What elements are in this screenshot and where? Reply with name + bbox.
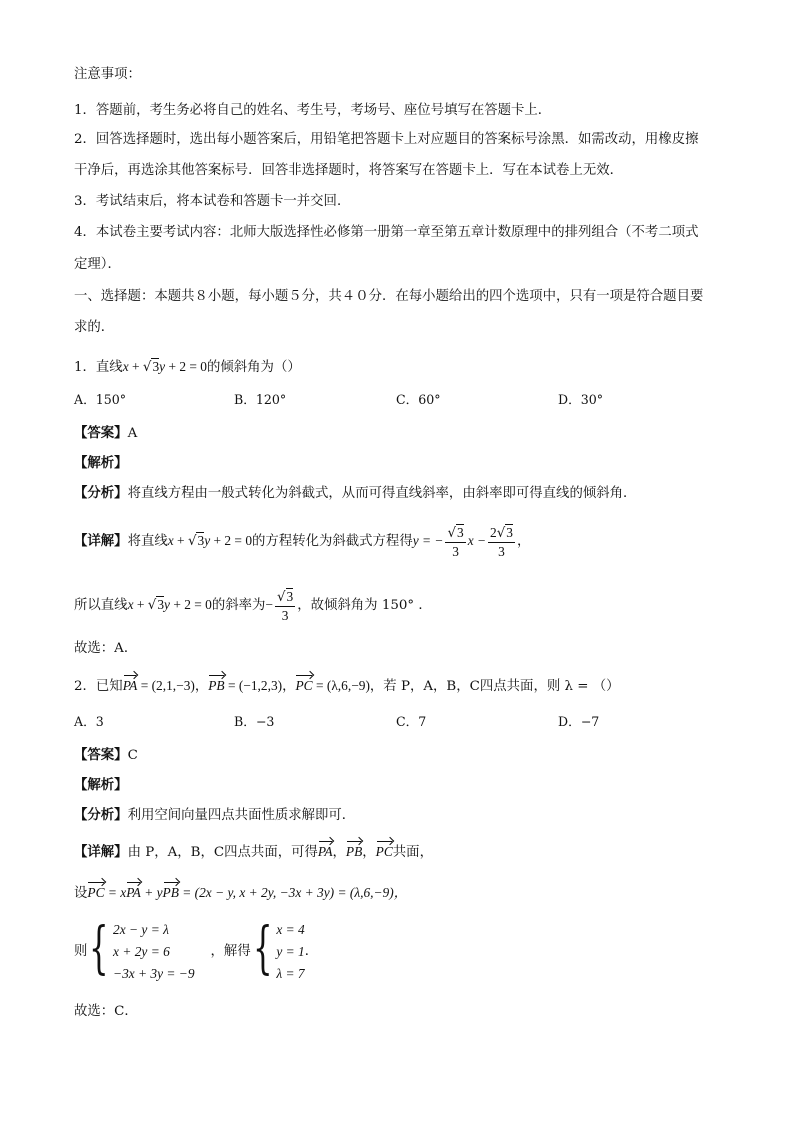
q1-eq-y: y [159, 359, 166, 374]
brace-symbol: { [89, 915, 110, 981]
q2-option-c: C．7 [396, 714, 427, 729]
answer-label: 【答案】 [74, 425, 128, 441]
q2-analysis [74, 776, 128, 795]
q1-analysis [74, 454, 128, 473]
q1-eq-plus: + [128, 359, 143, 374]
q1-detail-eq-plus: + [173, 533, 188, 548]
notice-item-3: 3．考试结束后，将本试卷和答题卡一并交回． [74, 194, 351, 209]
q1-stem-pre: 直线 [95, 360, 123, 375]
q2-fenxi [74, 806, 355, 825]
q2-answer [74, 746, 138, 765]
q2-sys2-row-3: λ = 7 [276, 965, 305, 981]
q1-slope-num: 3 [286, 588, 294, 604]
q1-slope-den: 3 [281, 607, 289, 623]
q1-slope-eq-plus: + [133, 597, 148, 612]
q1-slope-mid: 的斜率为 [211, 598, 266, 613]
notice-item-2a: 2．回答选择题时，选出每小题答案后，用铅笔把答题卡上对应题目的答案标号涂黑．如需改动，用橡皮擦 [74, 132, 699, 147]
q2-sep-2: ， [282, 679, 296, 694]
q2-sys1-row-3: −3x + 3y = −9 [113, 965, 195, 981]
q2-set-eq: = x [104, 885, 127, 900]
q1-answer-value: A [127, 426, 138, 441]
q2-sep-1: ， [194, 679, 209, 694]
q1-eq-x: x [122, 359, 129, 374]
q2-system-1 [87, 915, 195, 985]
notice-heading: 注意事项： [74, 67, 141, 82]
q1-detail-eq-sqrt: 3 [197, 533, 205, 548]
q1-option-d: D．30° [558, 392, 604, 407]
vector-pc: PC [375, 844, 393, 859]
section-heading-2: 求的． [74, 320, 115, 335]
q1-fenxi-text: 将直线方程由一般式转化为斜截式，从而可得直线斜率，由斜率即可得直线的倾斜角． [127, 486, 637, 501]
q2-detail-sep-1: ， [332, 845, 346, 860]
q1-slope-eq-sqrt: 3 [157, 597, 165, 612]
q1-eq-sqrt: 3 [152, 359, 160, 374]
q1-detail-eq-x: x [167, 533, 174, 548]
q2-sys2-row-1: x = 4 [276, 921, 305, 937]
q1-detail-mid: 的方程转化为斜截式方程得 [252, 534, 413, 549]
q2-option-a: A．3 [74, 714, 104, 729]
q2-detail-pre: 由 P，A，B，C四点共面，可得 [127, 845, 318, 860]
q1-eq-rest: + 2 = 0 [165, 359, 207, 374]
q1-detail-pre: 将直线 [127, 534, 168, 549]
q2-sys2-row-2: y = 1 [276, 943, 305, 959]
notice-item-4b: 定理）． [74, 257, 121, 272]
q1-f2-den: 3 [498, 543, 505, 559]
q1-option-c: C．60° [396, 392, 441, 407]
q1-detail-eq-y: y [204, 533, 211, 548]
notice-item-2b: 干净后，再选涂其他答案标号．回答非选择题时，将答案写在答题卡上．写在本试卷上无效． [74, 163, 624, 178]
q1-f2-num: 3 [506, 524, 513, 540]
q1-fenxi [74, 484, 636, 503]
q1-slope [74, 586, 432, 625]
vector-pc: PC [87, 885, 105, 900]
q2-pc-val: = (λ,6,−9) [312, 678, 370, 693]
q1-slope-eq-rest: + 2 = 0 [169, 597, 212, 612]
q2-solve: ，解得 [210, 944, 251, 959]
q2-system-2 [251, 915, 305, 985]
q2-set-plus: + y [140, 885, 163, 900]
vector-pa: PA [122, 678, 138, 693]
brace-symbol: { [252, 915, 273, 981]
q2-stem-post: ，若 P，A，B，C四点共面，则 λ = （） [369, 679, 620, 694]
q2-setup [74, 884, 407, 903]
q1-fraction-1 [445, 524, 465, 560]
q2-option-b: B．−3 [234, 714, 275, 729]
q2-then: 则 [74, 944, 88, 959]
sqrt-symbol: √ [276, 589, 286, 605]
sqrt-symbol: √ [496, 525, 506, 541]
section-heading-1: 一、选择题：本题共８小题，每小题５分，共４０分．在每小题给出的四个选项中，只有一项是符合题目要 [74, 289, 704, 304]
q2-detail-sep-2: ， [362, 845, 376, 860]
q1-slope-post: ，故倾斜角为 150° ． [297, 598, 432, 613]
sqrt-symbol: √ [187, 534, 197, 549]
q2-fenxi-text: 利用空间向量四点共面性质求解即可． [127, 808, 356, 823]
fenxi-label: 【分析】 [74, 485, 128, 501]
q2-sys1-row-2: x + 2y = 6 [113, 943, 170, 959]
q1-answer [74, 424, 137, 443]
vector-pb: PB [208, 678, 225, 693]
q1-f2-coef: 2 [490, 524, 497, 540]
q1-slope-fraction [275, 588, 295, 624]
q2-choose: 故选：C． [74, 1004, 138, 1019]
q1-choose: 故选：A． [74, 641, 138, 656]
q1-detail-y: y = − [412, 533, 444, 548]
notice-item-4a: 4．本试卷主要考试内容：北师大版选择性必修第一册第一章至第五章计数原理中的排列组合（不考二项式 [74, 225, 699, 240]
detail-label: 【详解】 [74, 533, 128, 549]
q1-slope-eq-y: y [164, 597, 170, 612]
q1-stem-post: 的倾斜角为（） [207, 360, 301, 375]
fenxi-label: 【分析】 [74, 807, 128, 823]
answer-label: 【答案】 [74, 747, 128, 763]
q1-slope-minus: − [265, 597, 273, 612]
analysis-label: 【解析】 [74, 777, 128, 793]
notice-item-1: 1．答题前，考生务必将自己的姓名、考生号，考场号、座位号填写在答题卡上． [74, 103, 552, 118]
q2-pb-val: = (−1,2,3) [224, 678, 283, 693]
q2-stem [74, 677, 619, 696]
q1-detail [74, 522, 530, 561]
sqrt-symbol: √ [142, 360, 152, 375]
q1-option-a: A．150° [74, 392, 127, 407]
q2-pa-val: = (2,1,−3) [137, 678, 195, 693]
vector-pc: PC [295, 678, 313, 693]
vector-pa: PA [126, 885, 141, 900]
q1-detail-eq-rest: + 2 = 0 [210, 533, 253, 548]
q2-option-d: D．−7 [558, 714, 600, 729]
q2-set-pre: 设 [74, 886, 88, 901]
q1-detail-x: x − [467, 533, 487, 548]
q2-set-rest: = (2x − y, x + 2y, −3x + 3y) = (λ,6,−9)， [178, 885, 408, 900]
q1-f1-den: 3 [452, 543, 459, 559]
q2-systems [74, 916, 318, 988]
q1-slope-pre: 所以直线 [74, 598, 128, 613]
q2-number: 2． [74, 679, 96, 694]
vector-pb: PB [345, 844, 363, 859]
q2-end: ． [304, 944, 319, 959]
q2-answer-value: C [127, 748, 138, 763]
q2-detail-post: 共面， [392, 845, 433, 860]
q1-option-b: B．120° [234, 392, 287, 407]
vector-pb: PB [162, 885, 179, 900]
analysis-label: 【解析】 [74, 455, 128, 471]
q2-detail [74, 843, 433, 862]
detail-label: 【详解】 [74, 844, 128, 860]
q1-fraction-2 [488, 524, 515, 560]
q1-slope-eq-x: x [127, 597, 134, 612]
q1-detail-end: ， [516, 534, 531, 549]
sqrt-symbol: √ [147, 598, 157, 613]
q2-sys1-row-1: 2x − y = λ [113, 921, 169, 937]
vector-pa: PA [317, 844, 333, 859]
sqrt-symbol: √ [447, 525, 456, 541]
q2-stem-pre: 已知 [95, 679, 123, 694]
q1-stem [74, 358, 301, 377]
q1-number: 1． [74, 360, 96, 375]
q1-f1-num: 3 [456, 524, 464, 540]
